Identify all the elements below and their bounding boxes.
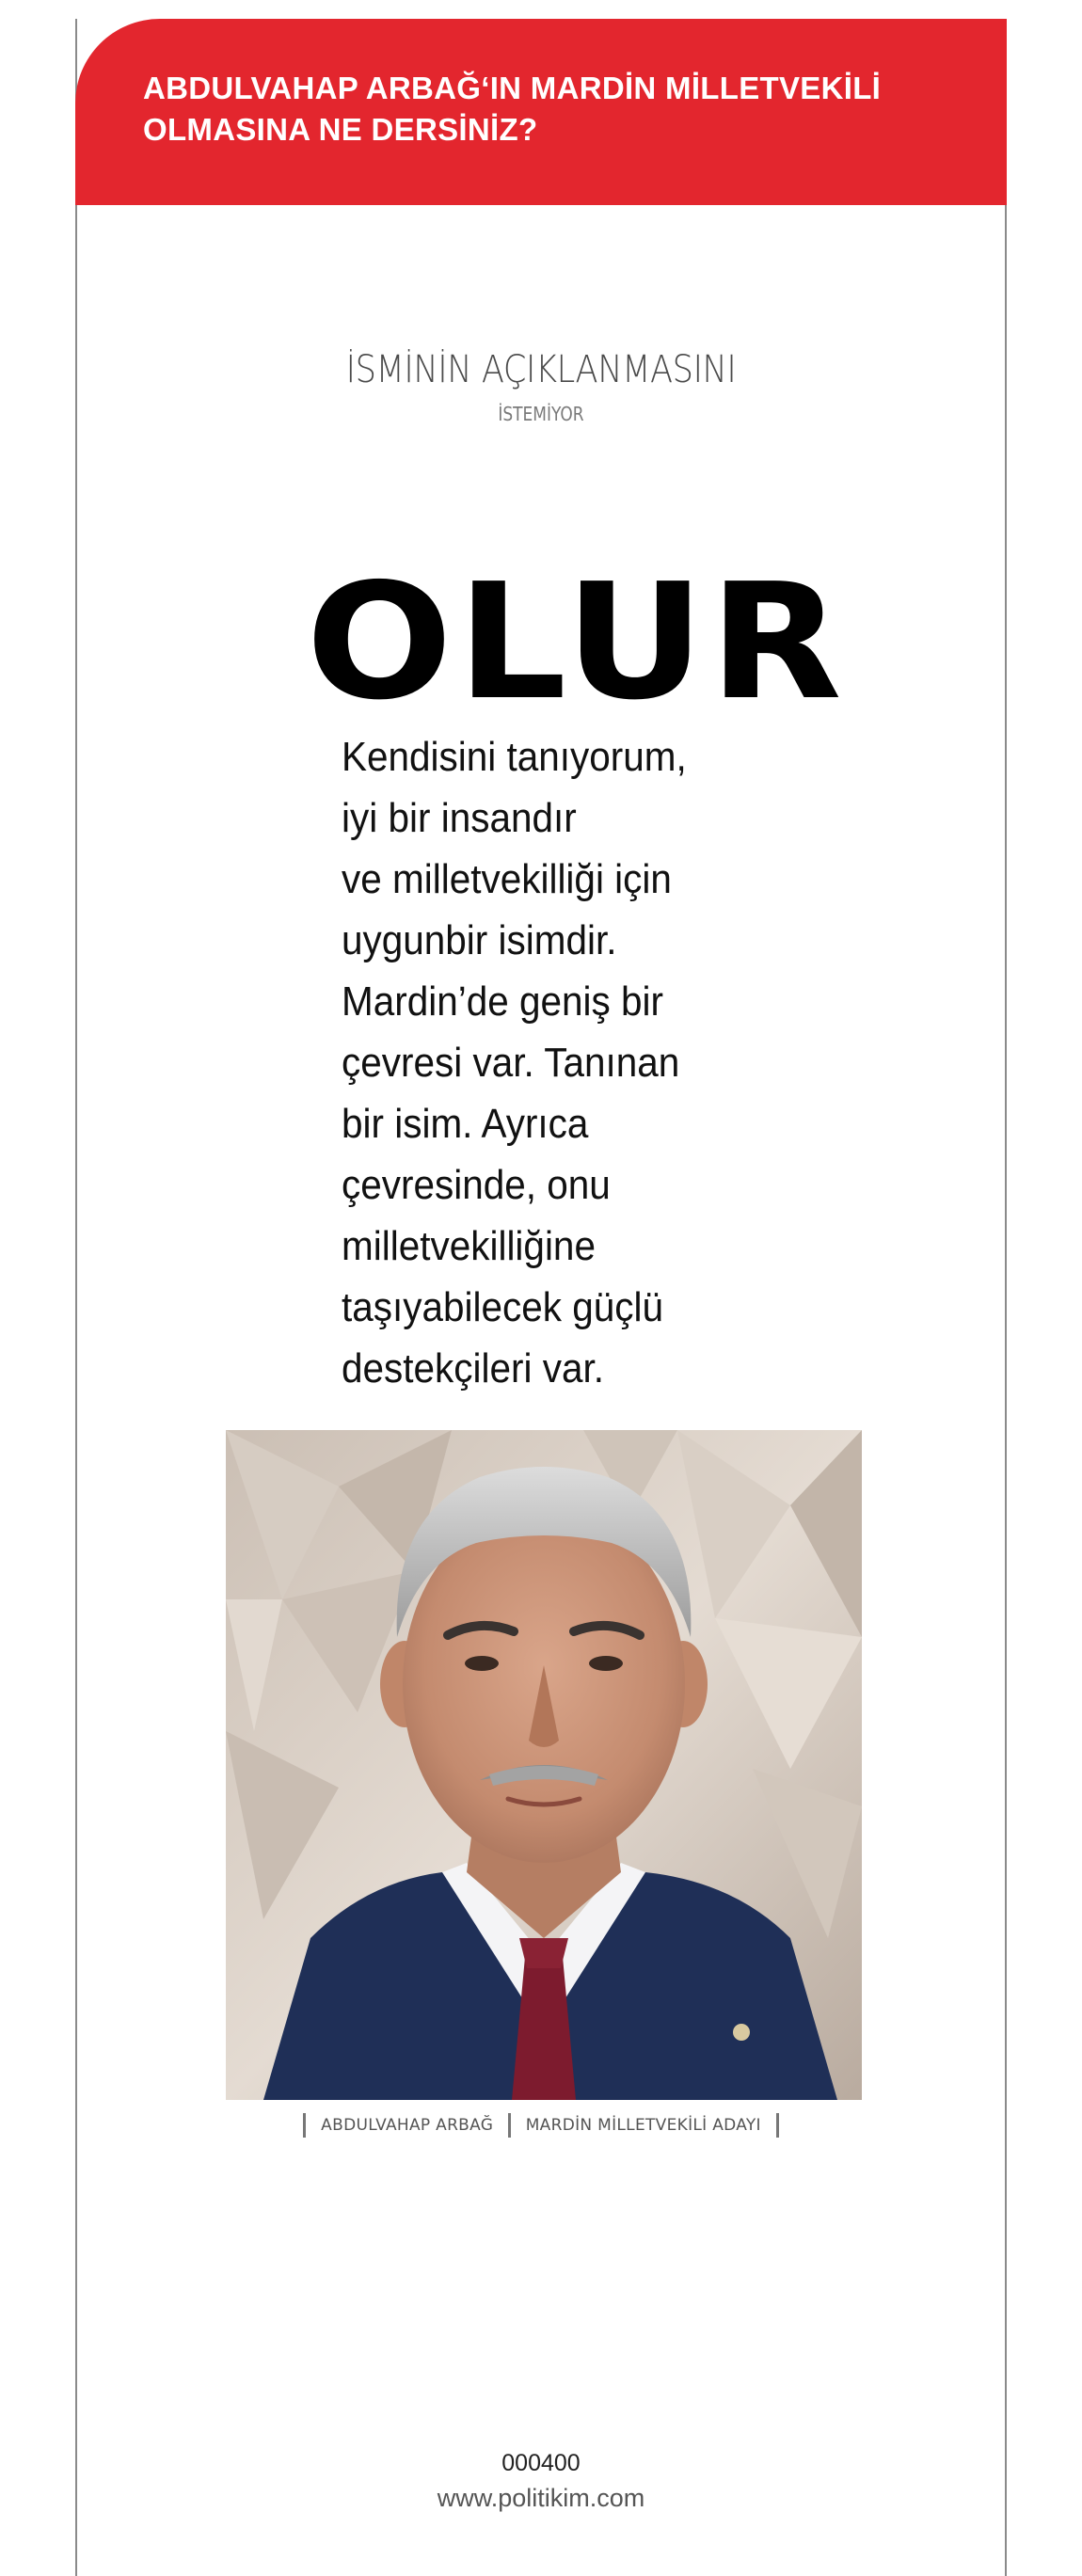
caption-separator bbox=[776, 2113, 779, 2138]
footer-code: 000400 bbox=[501, 2450, 581, 2476]
quote-line: destekçileri var. bbox=[342, 1345, 604, 1391]
header-banner bbox=[75, 19, 1007, 205]
candidate-photo bbox=[226, 1430, 862, 2100]
respondent-sublabel: İSTEMİYOR bbox=[498, 403, 584, 425]
quote-line: Kendisini tanıyorum, bbox=[342, 734, 687, 780]
quote-line: çevresinde, onu bbox=[342, 1162, 611, 1208]
photo-caption bbox=[0, 2113, 1082, 2138]
header-title: ABDULVAHAP ARBAĞ‘IN MARDİN MİLLETVEKİLİ OLMASINA NE DERSİNİZ? bbox=[143, 71, 882, 147]
caption-name: ABDULVAHAP ARBAĞ bbox=[321, 2116, 494, 2135]
quote-line: iyi bir insandır bbox=[342, 795, 577, 841]
caption-separator bbox=[303, 2113, 306, 2138]
quote-line: bir isim. Ayrıca bbox=[342, 1101, 589, 1147]
answer-heading: OLUR bbox=[306, 549, 847, 736]
quote-line: taşıyabilecek güçlü bbox=[342, 1284, 664, 1330]
respondent-label: İSMİNİN AÇIKLANMASINI bbox=[345, 348, 737, 391]
quote-line: çevresi var. Tanınan bbox=[342, 1040, 680, 1086]
quote-text bbox=[342, 726, 740, 1399]
caption-role: MARDİN MİLLETVEKİLİ ADAYI bbox=[525, 2116, 761, 2135]
quote-line: milletvekilliğine bbox=[342, 1223, 596, 1269]
quote-line: ve milletvekilliği için bbox=[342, 856, 672, 902]
footer-url: www.politikim.com bbox=[437, 2484, 645, 2512]
caption-separator bbox=[508, 2113, 511, 2138]
quote-line: Mardin’de geniş bir bbox=[342, 978, 664, 1025]
quote-line: uygunbir isimdir. bbox=[342, 917, 617, 963]
